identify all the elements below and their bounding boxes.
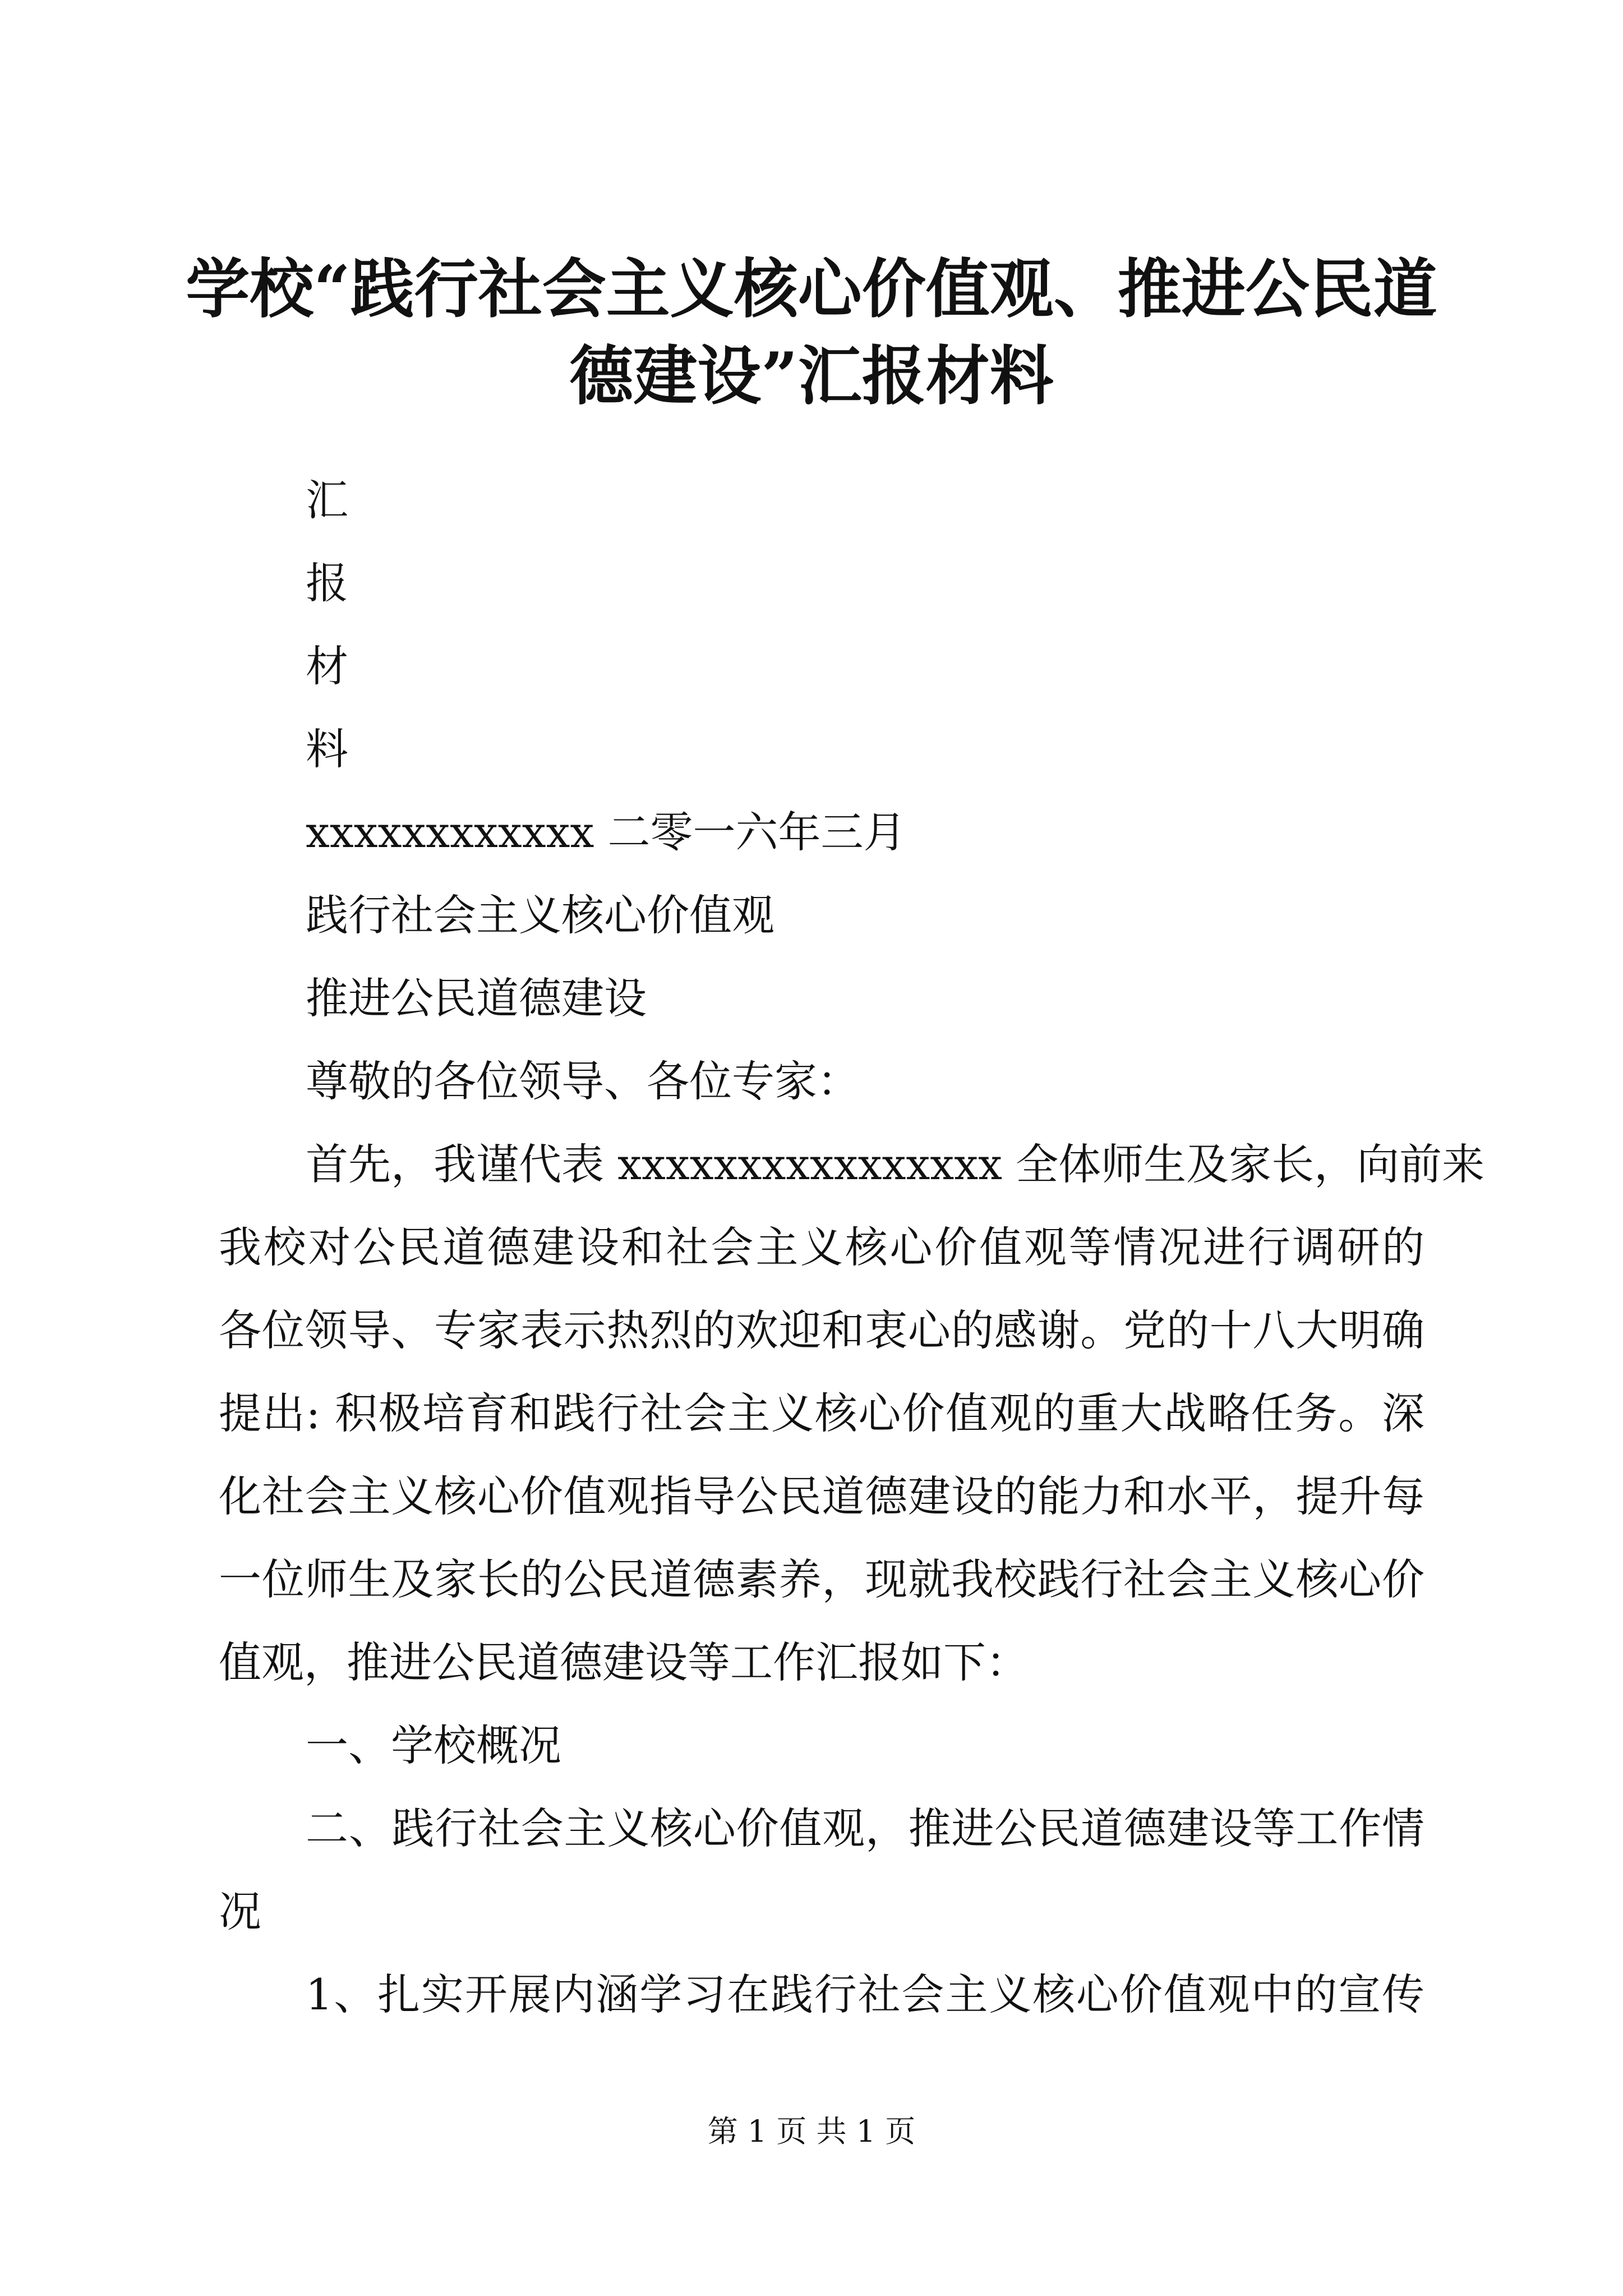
paragraph-1-line-2: 我校对公民道德建设和社会主义核心价值观等情况进行调研的	[219, 1222, 1424, 1272]
subtitle-2: 推进公民道德建设	[306, 973, 647, 1023]
paragraph-1-line-5: 化社会主义核心价值观指导公民道德建设的能力和水平，提升每	[219, 1471, 1424, 1521]
paragraph-1-line-4: 提出: 积极培育和践行社会主义核心价值观的重大战略任务。深	[219, 1388, 1424, 1438]
subtitle-1: 践行社会主义核心价值观	[306, 890, 774, 940]
vertical-char-3: 材	[306, 641, 348, 691]
section-2-heading-line-1: 二、践行社会主义核心价值观，推进公民道德建设等工作情	[306, 1803, 1424, 1853]
section-2-heading-line-2: 况	[219, 1887, 261, 1936]
author-date: xxxxxxxxxxxx 二零一六年三月	[306, 807, 906, 857]
document-title-line-2: 德建设”汇报材料	[569, 338, 1054, 413]
document-title-line-1: 学校“践行社会主义核心价值观、推进公民道	[186, 251, 1437, 326]
section-1-heading: 一、学校概况	[306, 1720, 561, 1770]
vertical-char-2: 报	[306, 558, 348, 608]
page-footer: 第 1 页 共 1 页	[707, 2114, 916, 2149]
paragraph-1-line-6: 一位师生及家长的公民道德素养，现就我校践行社会主义核心价	[219, 1554, 1424, 1604]
paragraph-1-line-7: 值观，推进公民道德建设等工作汇报如下：	[219, 1637, 1029, 1687]
vertical-char-1: 汇	[306, 475, 348, 525]
vertical-char-4: 料	[306, 724, 348, 774]
paragraph-1-line-3: 各位领导、专家表示热烈的欢迎和衷心的感谢。党的十八大明确	[219, 1305, 1424, 1355]
item-1-line-1: 1、扎实开展内涵学习在践行社会主义核心价值观中的宣传	[306, 1970, 1424, 2019]
paragraph-1-line-1: 首先，我谨代表 xxxxxxxxxxxxxxxx 全体师生及家长，向前来	[306, 1139, 1485, 1189]
greeting: 尊敬的各位领导、各位专家：	[306, 1056, 860, 1106]
